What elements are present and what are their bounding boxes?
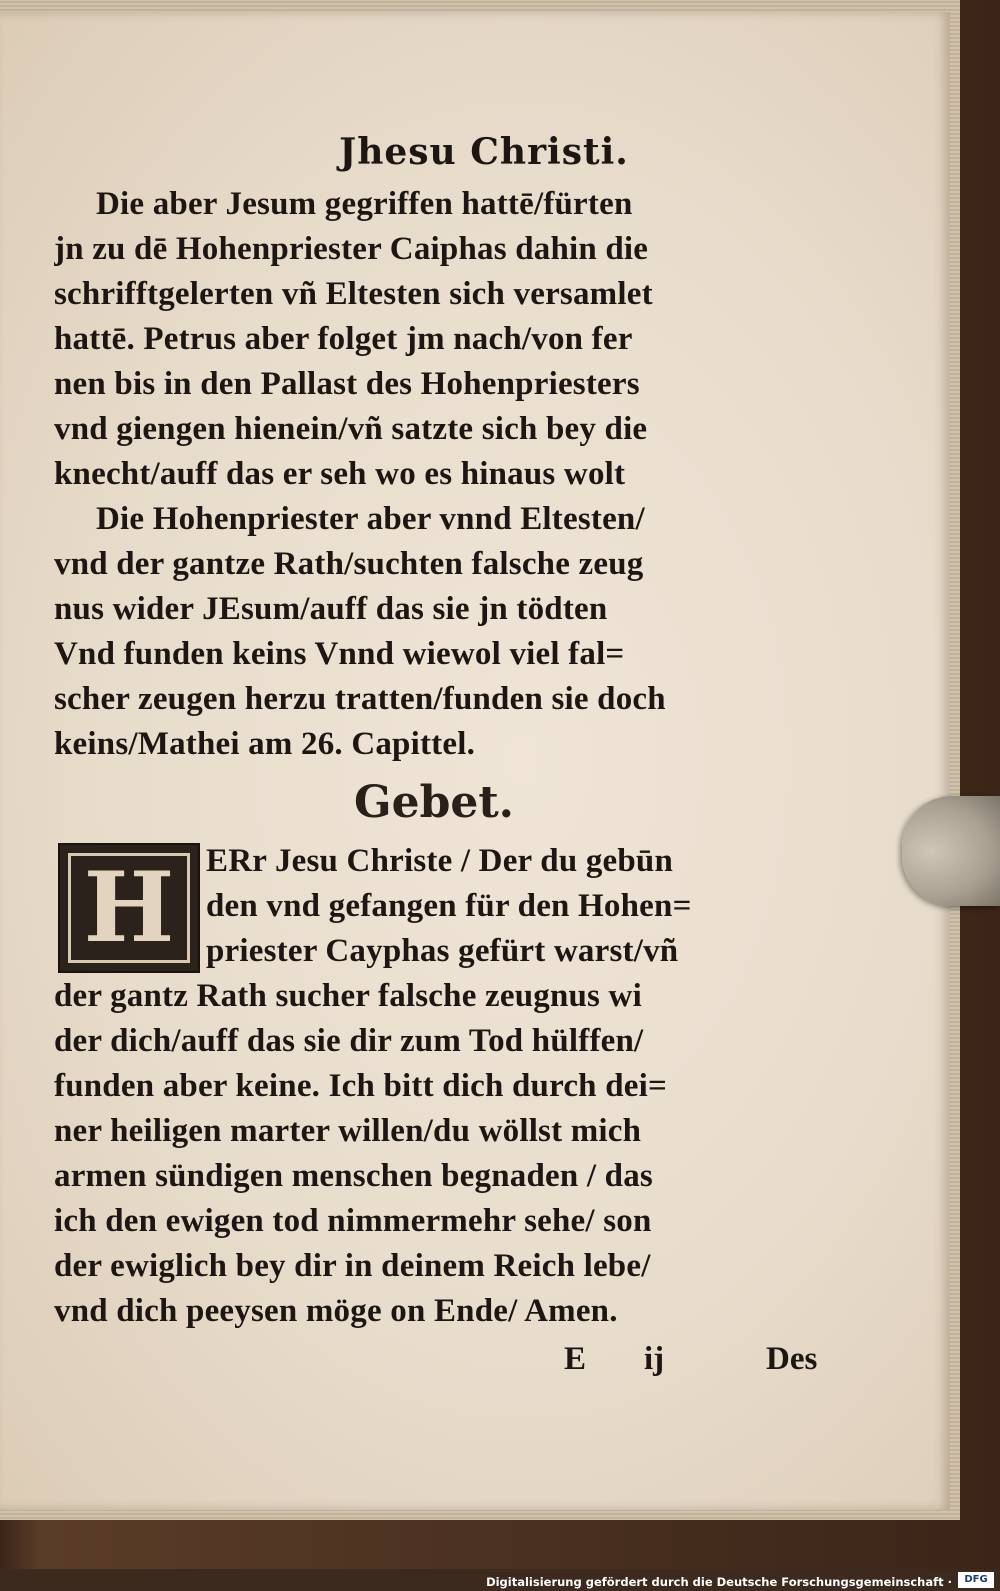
- text-line: Die aber Jesum gegriffen hattē/fürten: [96, 186, 633, 222]
- prayer-line: armen sündigen menschen begnaden / das: [54, 1158, 653, 1194]
- text-line: hattē. Petrus aber folget jm nach/von fer: [54, 321, 633, 357]
- text-line: nus wider JEsum/auff das sie jn tödten: [54, 591, 608, 627]
- text-line: vnd der gantze Rath/suchten falsche zeug: [54, 546, 644, 582]
- page-footer: [54, 1334, 854, 1384]
- credit-bar: [0, 1569, 1000, 1591]
- text-line: keins/Mathei am 26. Capittel.: [54, 726, 476, 762]
- prayer-line: funden aber keine. Ich bitt dich durch dei=: [54, 1068, 667, 1104]
- running-head: Jhesu Christi.: [339, 131, 629, 173]
- text-line: Vnd funden keins Vnnd wiewol viel fal=: [54, 636, 625, 672]
- catchword: Des: [766, 1341, 818, 1377]
- text-line: vnd giengen hienein/vñ satzte sich bey die: [54, 411, 648, 447]
- page-text-block: [54, 122, 854, 1384]
- prayer-line: den vnd gefangen für den Hohen=: [206, 888, 692, 924]
- credit-text: Digitalisierung gefördert durch die Deutsche Forschungsgemeinschaft ·: [486, 1575, 952, 1589]
- prayer-line: ner heiligen marter willen/du wöllst mich: [54, 1113, 642, 1149]
- prayer-line: priester Cayphas gefürt warst/vñ: [206, 933, 679, 969]
- dfg-logo: DFG: [958, 1572, 994, 1588]
- prayer-line: der dich/auff das sie dir zum Tod hülffen/: [54, 1023, 644, 1059]
- text-line: nen bis in den Pallast des Hohenpriesters: [54, 366, 640, 402]
- decorated-initial: [58, 843, 200, 973]
- prayer-heading: Gebet.: [354, 777, 514, 828]
- book-clasp: [902, 796, 1000, 906]
- text-line: jn zu dē Hohenpriester Caiphas dahin die: [54, 231, 649, 267]
- prayer-line: der ewiglich bey dir in deinem Reich lebe/: [54, 1248, 651, 1284]
- prayer-section: [54, 839, 854, 1334]
- prayer-line: der gantz Rath sucher falsche zeugnus wi: [54, 978, 642, 1014]
- initial-letter: H: [83, 851, 175, 964]
- text-line: Die Hohenpriester aber vnnd Eltesten/: [96, 501, 645, 537]
- text-line: scher zeugen herzu tratten/funden sie doch: [54, 681, 666, 717]
- signature-number: ij: [644, 1341, 665, 1377]
- prayer-line: ERr Jesu Christe / Der du gebūn: [206, 843, 674, 879]
- text-line: schrifftgelerten vñ Eltesten sich versamlet: [54, 276, 653, 312]
- book-page: [0, 12, 950, 1510]
- prayer-line: vnd dich peeysen möge on Ende/ Amen.: [54, 1293, 618, 1329]
- prayer-line: ich den ewigen tod nimmermehr sehe/ son: [54, 1203, 652, 1239]
- signature-mark: E: [564, 1341, 587, 1377]
- text-line: knecht/auff das er seh wo es hinaus wolt: [54, 456, 626, 492]
